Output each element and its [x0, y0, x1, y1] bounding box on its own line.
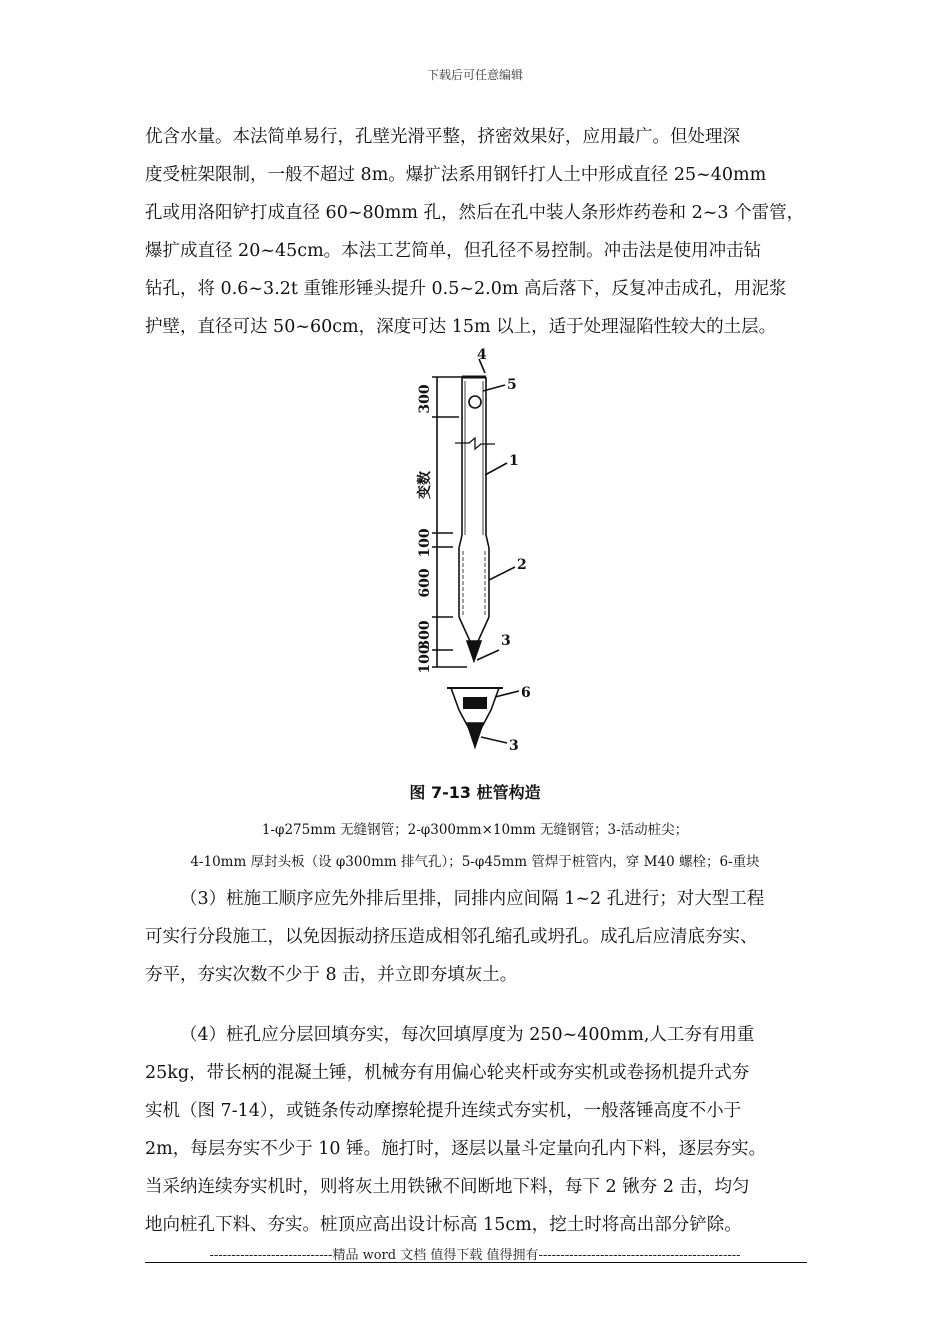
- dim-label: 变数: [417, 471, 433, 499]
- footer-rule: [145, 1262, 807, 1263]
- text-line: 夯平，夯实次数不少于 8 击，并立即夯填灰土。: [145, 965, 518, 985]
- text-line: 地向桩孔下料、夯实。桩顶应高出设计标高 15cm，挖土时将高出部分铲除。: [145, 1215, 742, 1235]
- dim-label: 100: [417, 644, 433, 674]
- callout-label: 1: [509, 453, 519, 469]
- callout-label: 6: [521, 685, 531, 701]
- dim-label: 300: [417, 384, 433, 414]
- text-line: 优含水量。本法简单易行，孔壁光滑平整，挤密效果好，应用最广。但处理深: [145, 127, 740, 147]
- text-line: （4）桩孔应分层回填夯实，每次回填厚度为 250~400mm,人工夯有用重: [180, 1025, 755, 1045]
- dim-label: 100: [417, 528, 433, 558]
- paragraph-1: [145, 118, 807, 346]
- text-line: 当采纳连续夯实机时，则将灰土用铁锹不间断地下料，每下 2 锹夯 2 击，均匀: [145, 1177, 750, 1197]
- text-line: 护壁，直径可达 50~60cm，深度可达 15m 以上，适于处理湿陷性较大的土层。: [145, 317, 777, 337]
- text-line: 度受桩架限制，一般不超过 8m。爆扩法系用钢钎打人土中形成直径 25~40mm: [145, 165, 767, 185]
- text-line: （3）桩施工顺序应先外排后里排，同排内应间隔 1~2 孔进行；对大型工程: [180, 889, 765, 909]
- text-line: 孔或用洛阳铲打成直径 60~80mm 孔，然后在孔中装人条形炸药卷和 2~3 个雷管，: [145, 203, 805, 223]
- text-line: 实机（图 7-14），或链条传动摩擦轮提升连续式夯实机，一般落锤高度不小于: [145, 1101, 742, 1121]
- callout-label: 5: [507, 377, 517, 393]
- callout-label: 3: [501, 633, 511, 649]
- paragraph-3: [145, 1016, 807, 1244]
- text-line: 爆扩成直径 20~45cm。本法工艺简单，但孔径不易控制。冲击法是使用冲击钻: [145, 241, 762, 261]
- text-line: 25kg，带长柄的混凝土锤，机械夯有用偏心轮夹杆或夯实机或卷扬机提升式夯: [145, 1063, 750, 1083]
- callout-label: 2: [517, 557, 527, 573]
- dim-label: 300: [417, 620, 433, 650]
- figure-legend: 4-10mm 厚封头板（设 φ300mm 排气孔）；5-φ45mm 管焊于桩管内，穿 M40 螺栓；6-重块: [190, 854, 760, 870]
- callout-label: 4: [477, 347, 487, 363]
- callout-label: 3: [509, 738, 519, 754]
- text-line: 2m，每层夯实不少于 10 锤。施打时，逐层以量斗定量向孔内下料，逐层夯实。: [145, 1139, 767, 1159]
- text-line: 可实行分段施工，以免因振动挤压造成相邻孔缩孔或坍孔。成孔后应清底夯实、: [145, 927, 758, 947]
- text-line: 钻孔，将 0.6~3.2t 重锥形锤头提升 0.5~2.0m 高后落下，反复冲击成孔，用泥浆: [145, 279, 787, 299]
- page-header: 下载后可任意编辑: [426, 68, 523, 82]
- figure-title: 图 7-13 桩管构造: [409, 783, 541, 802]
- dim-label: 600: [417, 568, 433, 598]
- figure-legend: 1-φ275mm 无缝钢管；2-φ300mm×10mm 无缝钢管；3-活动桩尖；: [261, 822, 689, 838]
- pile-tube-diagram: [395, 345, 565, 770]
- paragraph-2: [145, 880, 807, 994]
- page-footer: ----------------------------精品 word 文档 值得下载 值得拥有----------------------------------------------: [209, 1248, 741, 1263]
